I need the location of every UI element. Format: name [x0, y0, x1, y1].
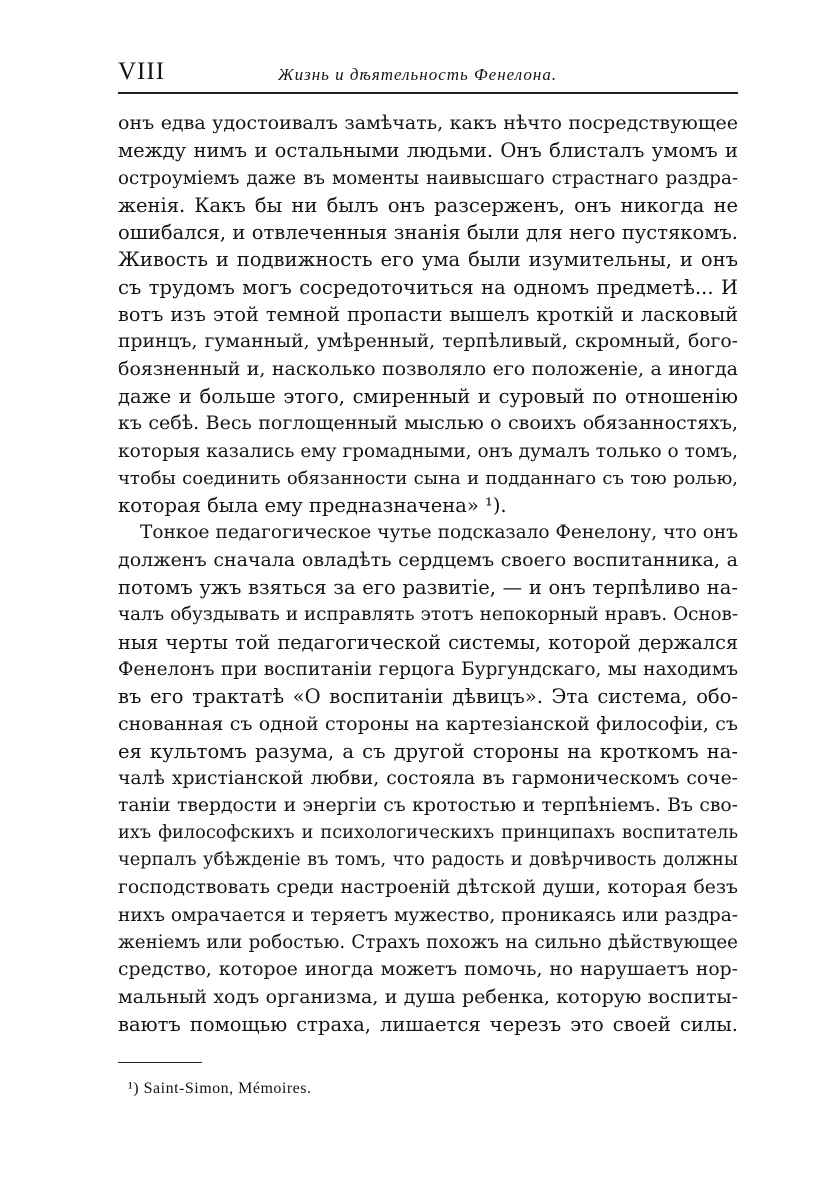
text-line: которыя казались ему громадными, онъ думалъ только о томъ,: [118, 440, 738, 462]
text-line: вотъ изъ этой темной пропасти вышелъ кроткій и ласковый: [118, 303, 738, 327]
text-line: даже и больше этого, смиренный и суровый по отношенію: [118, 384, 738, 408]
text-line: нихъ омрачается и теряетъ мужество, проникаясь или раздра-: [118, 904, 738, 926]
body-text: [118, 110, 738, 1038]
text-line: чалѣ христіанской любви, состояла въ гармоническомъ соче-: [118, 768, 738, 790]
text-line: между нимъ и остальными людьми. Онъ блисталъ умомъ и: [118, 139, 738, 163]
text-line: женія. Какъ бы ни былъ онъ разсерженъ, онъ никогда не: [118, 193, 738, 217]
footnote-rule: [118, 1062, 202, 1063]
text-line: Живость и подвижность его ума были изумительны, и онъ: [118, 248, 738, 272]
footnote: ¹) Saint-Simon, Mémoires.: [128, 1080, 312, 1097]
text-line: которая была ему предназначена» ¹).: [118, 494, 507, 518]
text-line: принцъ, гуманный, умѣренный, терпѣливый, скромный, бого-: [118, 331, 738, 353]
text-line: таніи твердости и энергіи съ кротостью и терпѣніемъ. Въ сво-: [118, 795, 738, 817]
text-line: въ его трактатѣ «О воспитаніи дѣвицъ». Эта система, обо-: [118, 685, 738, 709]
text-line: черпалъ убѣжденіе въ томъ, что радость и довѣрчивость должны: [118, 850, 738, 871]
text-line: ихъ философскихъ и психологическихъ принципахъ воспитатель: [118, 822, 738, 843]
text-line: мальный ходъ организма, и душа ребенка, которую воспиты-: [118, 985, 738, 1008]
running-title: Жизнь и дѣятельность Фенелона.: [278, 65, 558, 84]
text-line: къ себѣ. Весь поглощенный мыслью о своихъ обязанностяхъ,: [118, 412, 738, 435]
text-line: средство, которое иногда можетъ помочь, но нарушаетъ нор-: [118, 959, 738, 981]
text-line: Фенелонъ при воспитаніи герцога Бургундскаго, мы находимъ: [118, 658, 738, 680]
text-line: чалъ обуздывать и исправлять этотъ непокорный нравъ. Основ-: [118, 604, 738, 626]
text-line: господствовать среди настроеній дѣтской души, которая безъ: [118, 877, 738, 899]
text-line: съ трудомъ могъ сосредоточиться на одномъ предметѣ... И: [118, 275, 738, 299]
page-number: VIII: [118, 58, 166, 85]
text-line: ваютъ помощью страха, лишается черезъ это своей силы.: [118, 1012, 738, 1036]
text-line: онъ едва удостоивалъ замѣчать, какъ нѣчто посредствующее: [118, 112, 738, 134]
text-line: потомъ ужъ взяться за его развитіе, — и онъ терпѣливо на-: [118, 576, 738, 600]
text-line: женіемъ или робостью. Страхъ похожъ на сильно дѣйствующее: [118, 931, 738, 953]
running-header: [118, 56, 738, 90]
text-line: ошибался, и отвлеченныя знанія были для него пустякомъ.: [118, 221, 738, 245]
text-line: чтобы соединить обязанности сына и подданнаго съ тою ролью,: [118, 467, 738, 489]
text-line: остроуміемъ даже въ моменты наивысшаго страстнаго раздра-: [118, 167, 738, 189]
header-rule: [118, 92, 738, 94]
text-line: ныя черты той педагогической системы, которой держался: [118, 630, 738, 654]
text-line: ея культомъ разума, а съ другой стороны на кроткомъ на-: [118, 739, 738, 763]
text-line: Тонкое педагогическое чутье подсказало Фенелону, что онъ: [140, 522, 738, 544]
text-line: долженъ сначала овладѣть сердцемъ своего воспитанника, а: [118, 548, 738, 571]
text-line: боязненный и, насколько позволяло его положеніе, а иногда: [118, 357, 738, 380]
text-line: снованная съ одной стороны на картезіанской философіи, съ: [118, 712, 738, 735]
